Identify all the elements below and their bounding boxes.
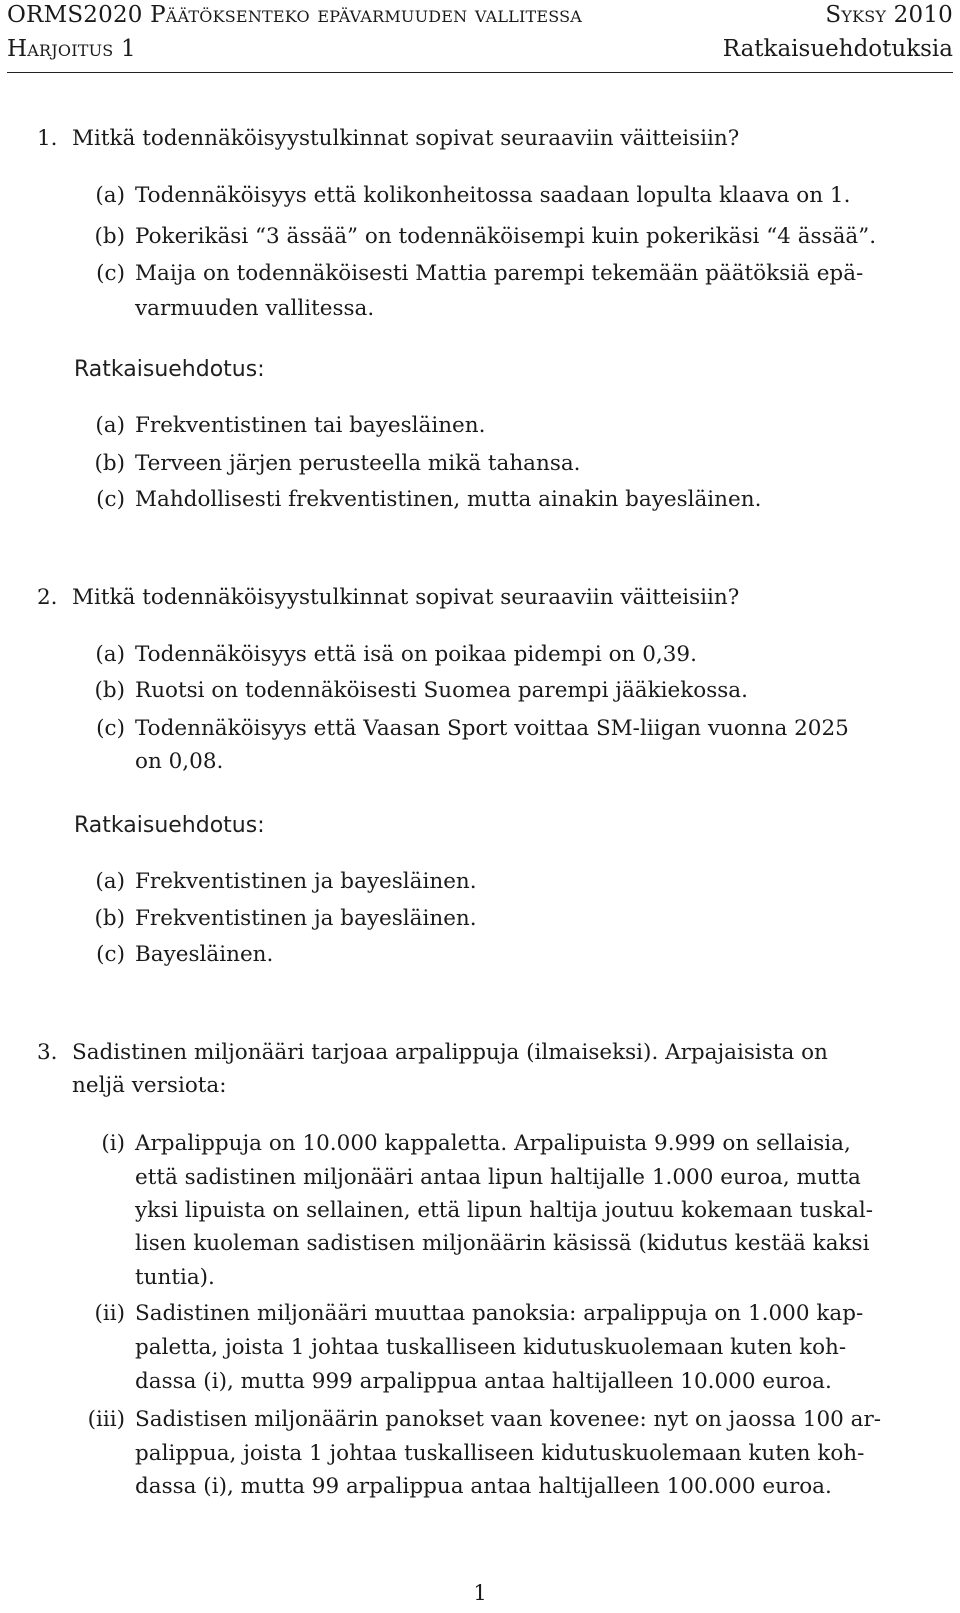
term-label: Syksy 2010 — [825, 2, 953, 28]
q1-item-c-text-line-2: varmuuden vallitessa. — [135, 296, 375, 321]
q3-item-i-line-4: lisen kuoleman sadistisen miljonäärin käsissä (kidutus kestää kaksi — [135, 1231, 870, 1256]
q1-item-c-text-line-1: Maija on todennäköisesti Mattia parempi tekemään päätöksiä epä- — [135, 261, 864, 286]
q2-solution-a-label: (a) — [95, 869, 125, 894]
q1-item-c-label: (c) — [96, 261, 125, 286]
q2-solution-heading: Ratkaisuehdotus: — [74, 813, 265, 838]
q3-item-i-label: (i) — [101, 1131, 125, 1156]
header-rule — [7, 72, 953, 73]
q2-solution-b-text: Frekventistinen ja bayesläinen. — [135, 906, 477, 931]
question-3-number: 3. — [37, 1040, 58, 1065]
q2-solution-c-text: Bayesläinen. — [135, 942, 274, 967]
q2-item-c-text-line-2: on 0,08. — [135, 749, 224, 774]
q1-item-a-text: Todennäköisyys että kolikonheitossa saadaan lopulta klaava on 1. — [135, 183, 851, 208]
q2-item-a-text: Todennäköisyys että isä on poikaa pidempi on 0,39. — [135, 642, 697, 667]
q1-solution-c-text: Mahdollisesti frekventistinen, mutta ainakin bayesläinen. — [135, 487, 762, 512]
q3-item-i-line-1: Arpalippuja on 10.000 kappaletta. Arpalipuista 9.999 on sellaisia, — [135, 1131, 851, 1156]
q2-item-b-text: Ruotsi on todennäköisesti Suomea parempi jääkiekossa. — [135, 678, 748, 703]
q3-item-iii-line-3: dassa (i), mutta 99 arpalippua antaa haltijalleen 100.000 euroa. — [135, 1474, 832, 1499]
q3-item-ii-label: (ii) — [94, 1301, 125, 1326]
q1-solution-b-label: (b) — [94, 451, 125, 476]
q2-item-c-text-line-1: Todennäköisyys että Vaasan Sport voittaa SM-liigan vuonna 2025 — [135, 716, 849, 741]
question-3-prompt-line-2: neljä versiota: — [72, 1073, 227, 1098]
question-2-prompt: Mitkä todennäköisyystulkinnat sopivat seuraaviin väitteisiin? — [72, 585, 740, 610]
q1-solution-b-text: Terveen järjen perusteella mikä tahansa. — [135, 451, 581, 476]
q2-solution-a-text: Frekventistinen ja bayesläinen. — [135, 869, 477, 894]
q3-item-ii-line-1: Sadistinen miljonääri muuttaa panoksia: arpalippuja on 1.000 kap- — [135, 1301, 864, 1326]
q2-solution-c-label: (c) — [96, 942, 125, 967]
question-1-prompt: Mitkä todennäköisyystulkinnat sopivat seuraaviin väitteisiin? — [72, 126, 740, 151]
q2-item-a-label: (a) — [95, 642, 125, 667]
question-2-number: 2. — [37, 585, 58, 610]
q3-item-i-line-2: että sadistinen miljonääri antaa lipun haltijalle 1.000 euroa, mutta — [135, 1165, 861, 1190]
page-number: 1 — [473, 1581, 487, 1605]
q1-item-a-label: (a) — [95, 183, 125, 208]
exercise-label: Harjoitus 1 — [7, 36, 136, 62]
q3-item-ii-line-3: dassa (i), mutta 999 arpalippua antaa haltijalleen 10.000 euroa. — [135, 1369, 832, 1394]
q1-solution-heading: Ratkaisuehdotus: — [74, 357, 265, 382]
question-3-prompt-line-1: Sadistinen miljonääri tarjoaa arpalippuja (ilmaiseksi). Arpajaisista on — [72, 1040, 828, 1065]
q2-item-c-label: (c) — [96, 716, 125, 741]
q1-solution-a-label: (a) — [95, 413, 125, 438]
q2-item-b-label: (b) — [94, 678, 125, 703]
q3-item-iii-line-1: Sadistisen miljonäärin panokset vaan kovenee: nyt on jaossa 100 ar- — [135, 1407, 882, 1432]
document-type-label: Ratkaisuehdotuksia — [722, 36, 953, 62]
q1-solution-a-text: Frekventistinen tai bayesläinen. — [135, 413, 486, 438]
q3-item-ii-line-2: paletta, joista 1 johtaa tuskalliseen kidutuskuolemaan kuten koh- — [135, 1335, 847, 1360]
q3-item-i-line-3: yksi lipuista on sellainen, että lipun haltija joutuu kokemaan tuskal- — [135, 1198, 874, 1223]
question-1-number: 1. — [37, 126, 58, 151]
q1-item-b-text: Pokerikäsi “3 ässää” on todennäköisempi kuin pokerikäsi “4 ässää”. — [135, 224, 877, 249]
q3-item-i-line-5: tuntia). — [135, 1265, 215, 1290]
q1-item-b-label: (b) — [94, 224, 125, 249]
course-title: ORMS2020 Päätöksenteko epävarmuuden vallitessa — [7, 2, 583, 28]
q1-solution-c-label: (c) — [96, 487, 125, 512]
q2-solution-b-label: (b) — [94, 906, 125, 931]
q3-item-iii-label: (iii) — [87, 1407, 125, 1432]
q3-item-iii-line-2: palippua, joista 1 johtaa tuskalliseen kidutuskuolemaan kuten koh- — [135, 1441, 865, 1466]
